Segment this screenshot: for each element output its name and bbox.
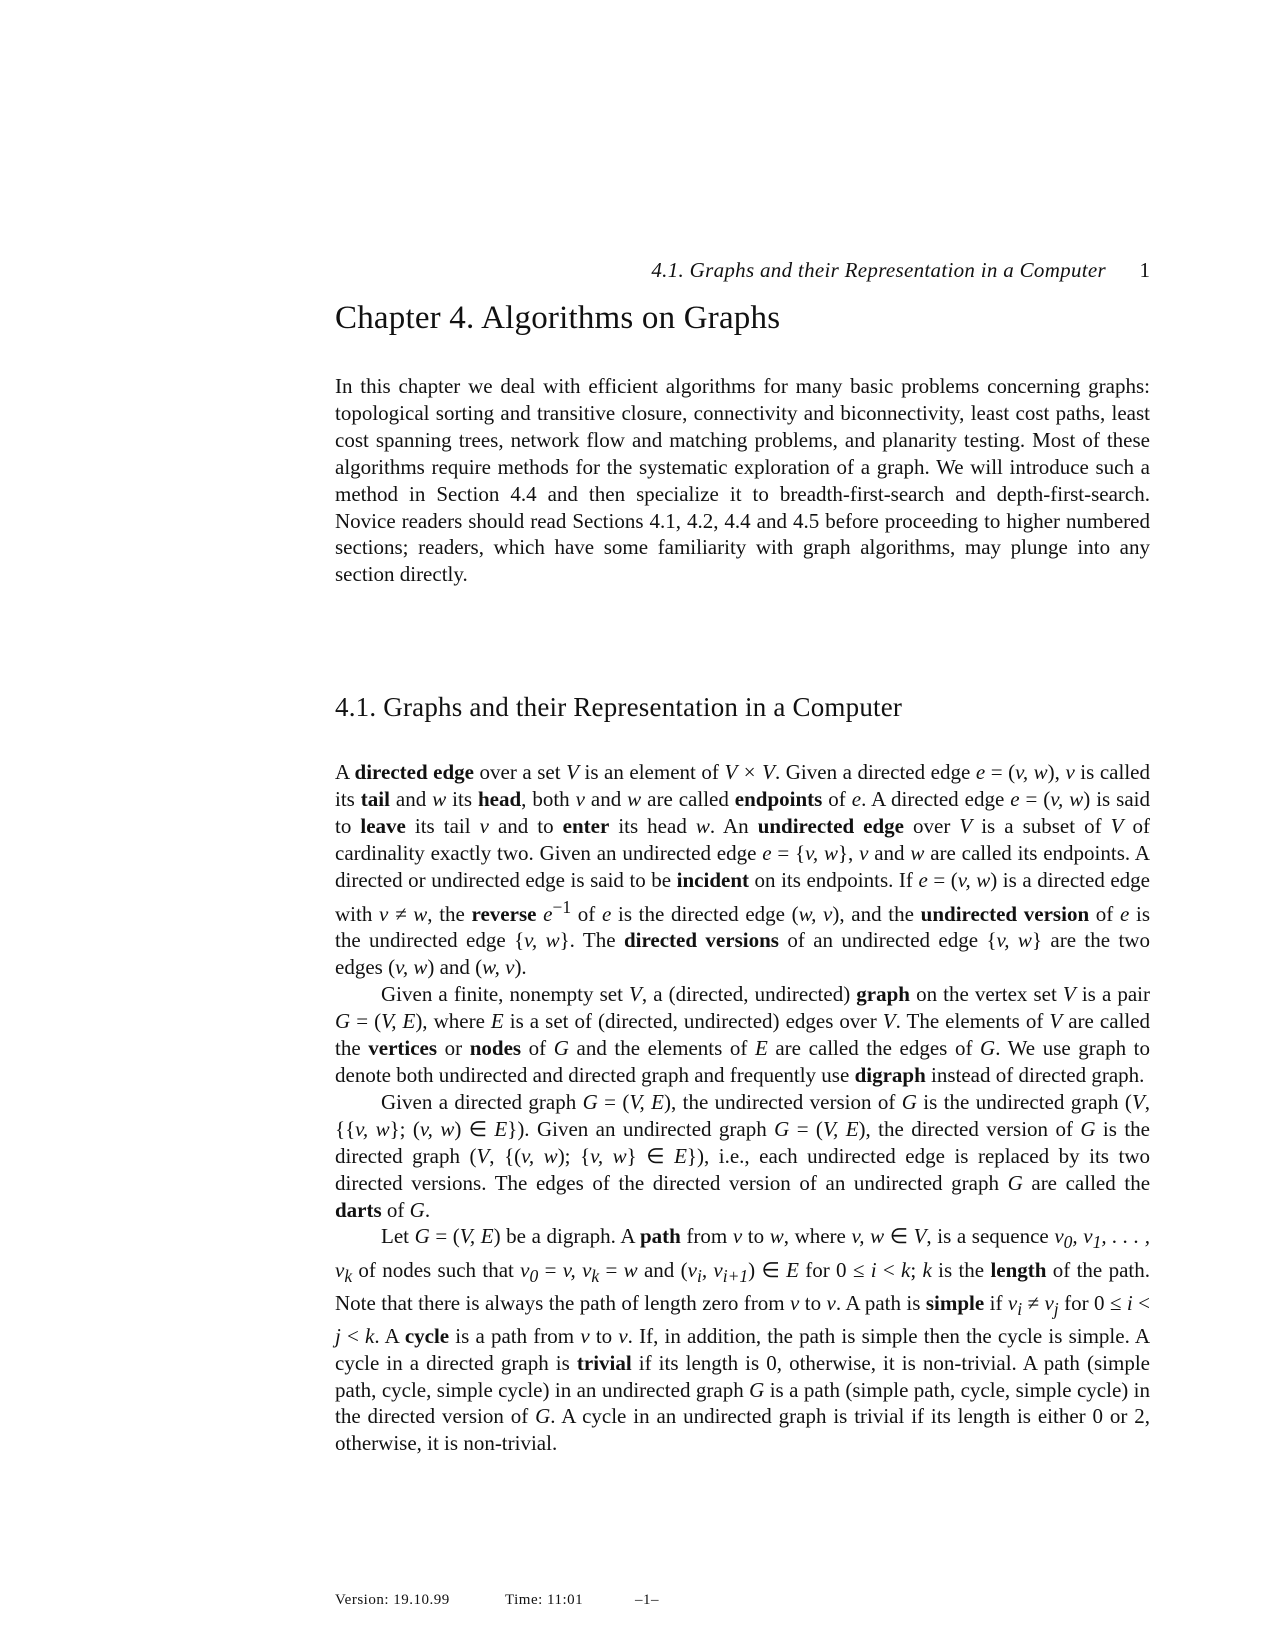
- math-symbol: v: [575, 786, 585, 811]
- math-symbol: v, w: [355, 1116, 390, 1141]
- bold-term: reverse: [471, 901, 537, 926]
- math-symbol: v: [826, 1290, 836, 1315]
- math-symbol: w, v: [798, 901, 833, 926]
- math-symbol: E: [494, 1116, 508, 1141]
- math-symbol: v, w: [996, 928, 1032, 953]
- math-symbol: V: [1110, 813, 1124, 838]
- math-symbol: v: [520, 1257, 530, 1282]
- bold-term: incident: [676, 867, 750, 892]
- math-symbol: e: [975, 760, 986, 784]
- section-title: 4.1. Graphs and their Representation in a Computer: [335, 692, 903, 722]
- running-head: [335, 258, 1150, 288]
- bold-term: nodes: [469, 1036, 522, 1061]
- math-symbol: v: [580, 1323, 590, 1348]
- math-symbol: i: [1126, 1290, 1133, 1315]
- bold-term: enter: [562, 813, 610, 838]
- math-subscript: i: [696, 1265, 702, 1286]
- math-symbol: w: [910, 840, 925, 865]
- body-paragraph: Given a directed graph G = (V, E), the undirected version of G is the undirected graph (V, {{v, w}; (v, w) ∈ E}). Given an undirected graph G = (V, E), the directed version of G is the directed graph (V, {(v, w); {v, w} ∈ E}), i.e., each undirected edge is replaced by its two directed versions. The edges of the directed version of an undirected graph G are called the darts of G.: [335, 1089, 1151, 1222]
- math-symbol: w: [769, 1224, 784, 1249]
- math-symbol: k: [901, 1257, 911, 1282]
- math-superscript: −1: [552, 896, 572, 917]
- math-symbol: v ≠ w: [379, 901, 428, 926]
- math-symbol: V × V: [724, 760, 775, 784]
- math-symbol: e: [918, 867, 928, 892]
- math-subscript: k: [591, 1265, 600, 1286]
- bold-term: tail: [360, 786, 390, 811]
- math-symbol: G: [535, 1404, 551, 1429]
- math-symbol: e: [1010, 786, 1020, 811]
- bold-term: directed versions: [623, 928, 779, 953]
- bold-term: head: [477, 786, 522, 811]
- bold-term: directed edge: [354, 760, 474, 784]
- math-subscript: i+1: [722, 1265, 749, 1286]
- math-symbol: , . . . , v: [335, 1224, 1150, 1282]
- math-symbol: V: [913, 1224, 927, 1249]
- running-head-title: 4.1. Graphs and their Representation in a Computer: [651, 258, 1106, 282]
- math-symbol: G: [409, 1197, 425, 1222]
- math-subscript: i: [1017, 1298, 1023, 1319]
- bold-term: undirected version: [920, 901, 1090, 926]
- math-symbol: v: [1044, 1290, 1054, 1315]
- math-subscript: 1: [1092, 1232, 1102, 1253]
- math-symbol: , v: [1072, 1224, 1093, 1249]
- math-symbol: V: [476, 1143, 490, 1168]
- math-symbol: v: [479, 813, 489, 838]
- math-symbol: v: [1065, 760, 1075, 784]
- math-symbol: v, w: [395, 955, 428, 980]
- footer-page: –1–: [635, 1592, 659, 1608]
- math-symbol: e: [543, 901, 553, 926]
- bold-term: simple: [925, 1290, 985, 1315]
- math-symbol: E: [786, 1257, 799, 1282]
- math-symbol: w, v: [482, 955, 515, 980]
- math-symbol: w: [627, 786, 642, 811]
- math-symbol: v: [687, 1257, 697, 1282]
- math-symbol: w: [432, 786, 447, 811]
- math-symbol: , v: [701, 1257, 723, 1282]
- math-symbol: w: [695, 813, 710, 838]
- math-symbol: G: [414, 1224, 430, 1249]
- bold-term: leave: [360, 813, 406, 838]
- math-symbol: e: [601, 901, 612, 926]
- math-symbol: v, w: [524, 928, 560, 953]
- math-symbol: v: [732, 1224, 743, 1249]
- chapter-title: Chapter 4. Algorithms on Graphs: [335, 300, 781, 336]
- bold-term: undirected edge: [757, 813, 904, 838]
- math-subscript: 0: [529, 1265, 539, 1286]
- math-symbol: v, w: [590, 1143, 627, 1168]
- math-symbol: G: [1080, 1116, 1096, 1141]
- math-symbol: e: [1120, 901, 1130, 926]
- math-symbol: G: [749, 1377, 765, 1402]
- math-symbol: G: [1007, 1170, 1023, 1195]
- bold-term: cycle: [404, 1323, 450, 1348]
- math-subscript: j: [1053, 1298, 1059, 1319]
- bold-term: path: [639, 1224, 681, 1249]
- math-symbol: G: [582, 1089, 598, 1114]
- math-symbol: v: [1007, 1290, 1018, 1315]
- math-symbol: v: [790, 1290, 800, 1315]
- math-symbol: v, v: [562, 1257, 592, 1282]
- math-symbol: v, w: [521, 1143, 558, 1168]
- math-symbol: V: [629, 982, 642, 1007]
- math-symbol: k: [365, 1323, 375, 1348]
- math-symbol: V: [566, 760, 579, 784]
- math-symbol: k: [922, 1257, 932, 1282]
- body-paragraph: Let G = (V, E) be a digraph. A path from v to w, where v, w ∈ V, is a sequence $v_0$, $v_1$, . . . , $v_k$ of nodes such that $v_0 = v$, $v_k = w$ and ($v_i$, $v_{i+1}$) ∈ E for 0 ≤ i < k; k is the length of the path. Note that there is always the path of length zero from v to v. A path is simple if $v_i \ne v_j$ for 0 ≤ i < j < k. A cycle is a path from v to v. If, in addition, the path is simple then the cycle is simple. A cycle in a directed graph is trivial if its length is 0, otherwise, it is non-trivial. A path (simple path, cycle, simple cycle) in an undirected graph G is a path (simple path, cycle, simple cycle) in the directed version of G. A cycle in an undirected graph is trivial if its length is either 0 or 2, otherwise, it is non-trivial.: [335, 1224, 1151, 1456]
- math-symbol: G: [335, 1009, 351, 1034]
- math-symbol: V, E: [629, 1089, 664, 1114]
- bold-term: digraph: [854, 1062, 926, 1087]
- math-symbol: V: [882, 1009, 896, 1034]
- bold-term: trivial: [576, 1350, 632, 1375]
- math-symbol: E: [674, 1143, 687, 1168]
- math-symbol: w: [623, 1257, 638, 1282]
- math-symbol: v, w: [419, 1116, 455, 1141]
- math-subscript: 0: [1063, 1232, 1073, 1253]
- math-subscript: k: [344, 1265, 353, 1286]
- bold-term: endpoints: [734, 786, 823, 811]
- math-symbol: j: [335, 1323, 341, 1348]
- bold-term: length: [990, 1257, 1047, 1282]
- footer-time: Time: 11:01: [505, 1592, 584, 1608]
- bold-term: vertices: [368, 1036, 438, 1061]
- math-symbol: G: [901, 1089, 917, 1114]
- math-symbol: e: [762, 840, 772, 865]
- math-symbol: v: [859, 840, 869, 865]
- math-symbol: v, w: [851, 1224, 885, 1249]
- footer-version: Version: 19.10.99: [335, 1592, 450, 1608]
- math-symbol: G: [553, 1036, 569, 1061]
- math-symbol: i: [870, 1257, 877, 1282]
- math-symbol: v, w: [1015, 760, 1048, 784]
- math-symbol: E: [490, 1009, 504, 1034]
- math-symbol: V, E: [822, 1116, 859, 1141]
- body-paragraph: A directed edge over a set V is an element of V × V. Given a directed edge e = (v, w), v is called its tail and w its head, both v and w are called endpoints of e. A directed edge e = (v, w) is said to leave its tail v and to enter its head w. An undirected edge over V is a subset of V of cardinality exactly two. Given an undirected edge e = {v, w}, v and w are called its endpoints. A directed or undirected edge is said to be incident on its endpoints. If e = (v, w) is a directed edge with v ≠ w, the reverse $e^{-1}$ of e is the directed edge (w, v), and the undirected version of e is the undirected edge {v, w}. The directed versions of an undirected edge {v, w} are the two edges (v, w) and (w, v).: [335, 760, 1151, 980]
- math-symbol: E: [754, 1036, 768, 1061]
- body-paragraph: Given a finite, nonempty set V, a (directed, undirected) graph on the vertex set V is a pair G = (V, E), where E is a set of (directed, undirected) edges over V. The elements of V are called the vertices or nodes of G and the elements of E are called the edges of G. We use graph to denote both undirected and directed graph and frequently use digraph instead of directed graph.: [335, 982, 1151, 1087]
- bold-term: graph: [856, 982, 910, 1007]
- math-symbol: v, w: [957, 867, 991, 892]
- math-symbol: V: [959, 813, 973, 838]
- section-body: [335, 759, 1150, 1457]
- math-symbol: V, E: [381, 1009, 416, 1034]
- intro-text: [335, 373, 1150, 588]
- footer: [335, 1592, 659, 1609]
- math-symbol: v, w: [1050, 786, 1084, 811]
- math-symbol: v: [1054, 1224, 1064, 1249]
- math-symbol: V: [1062, 982, 1076, 1007]
- bold-term: darts: [335, 1197, 382, 1222]
- math-symbol: v, w: [805, 840, 838, 865]
- math-symbol: V, E: [459, 1224, 494, 1249]
- intro-paragraph: In this chapter we deal with efficient algorithms for many basic problems concerning graphs: topological sorting and transitive closure, connectivity and biconnectivity, least cost paths, least cost spanning trees, network flow and matching problems, and planarity testing. Most of these algorithms require methods for the systematic exploration of a graph. We will introduce such a method in Section 4.4 and then specialize it to breadth-first-search and depth-first-search. Novice readers should read Sections 4.1, 4.2, 4.4 and 4.5 before proceeding to higher numbered sections; readers, which have some familiarity with graph algorithms, may plunge into any section directly.: [335, 374, 1150, 587]
- math-symbol: V: [1049, 1009, 1063, 1034]
- math-symbol: v: [618, 1323, 628, 1348]
- math-symbol: V: [1131, 1089, 1145, 1114]
- math-symbol: G: [774, 1116, 790, 1141]
- math-symbol: e: [851, 786, 862, 811]
- math-symbol: G: [980, 1036, 996, 1061]
- running-head-page-number: 1: [1139, 258, 1150, 282]
